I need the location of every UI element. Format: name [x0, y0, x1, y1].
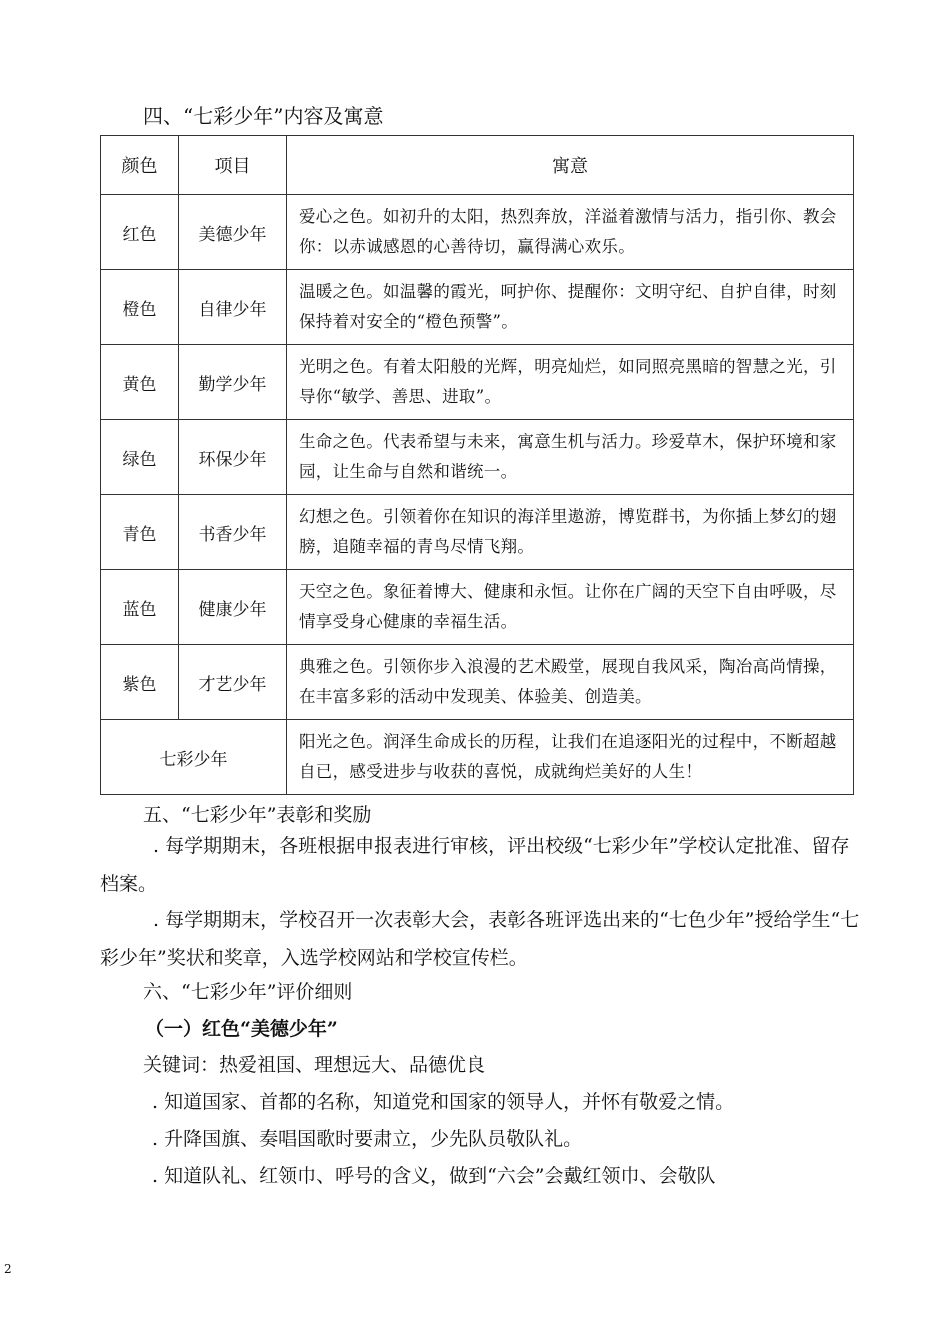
header-color: 颜色: [101, 136, 179, 195]
color-cell: 绿色: [101, 420, 179, 495]
award-text-1: . 每学期期末，各班根据申报表进行审核，评出校级“七彩少年”学校认定批准、留存档案。: [100, 835, 850, 895]
meaning-cell: 阳光之色。润泽生命成长的历程，让我们在追逐阳光的过程中，不断超越自已，感受进步与收获的喜悦，成就绚烂美好的人生！: [287, 720, 854, 795]
page-number: 2: [4, 1262, 12, 1276]
color-cell: 红色: [101, 195, 179, 270]
color-cell: 蓝色: [101, 570, 179, 645]
meaning-cell: 天空之色。象征着博大、健康和永恒。让你在广阔的天空下自由呼吸，尽情享受身心健康的幸福生活。: [287, 570, 854, 645]
list-item: . 知道国家、首都的名称，知道党和国家的领导人，并怀有敬爱之情。: [152, 1091, 735, 1113]
color-cell: 青色: [101, 495, 179, 570]
meaning-cell: 光明之色。有着太阳般的光辉，明亮灿烂，如同照亮黑暗的智慧之光，引导你“敏学、善思、进取”。: [287, 345, 854, 420]
item-cell: 勤学少年: [179, 345, 287, 420]
summary-label-cell: 七彩少年: [101, 720, 287, 795]
table-row: [101, 195, 854, 270]
award-paragraph-1: [100, 827, 860, 903]
table-row-summary: [101, 720, 854, 795]
table-row: [101, 345, 854, 420]
table-row: [101, 645, 854, 720]
meaning-cell: 幻想之色。引领着你在知识的海洋里遨游，博览群书，为你插上梦幻的翅膀，追随幸福的青鸟尽情飞翔。: [287, 495, 854, 570]
item-cell: 书香少年: [179, 495, 287, 570]
item-cell: 自律少年: [179, 270, 287, 345]
table-header-row: [101, 136, 854, 195]
section-6-title: 六、“七彩少年”评价细则: [143, 981, 353, 1003]
header-meaning: 寓意: [287, 136, 854, 195]
header-item: 项目: [179, 136, 287, 195]
item-cell: 健康少年: [179, 570, 287, 645]
item-cell: 美德少年: [179, 195, 287, 270]
meaning-table: [100, 135, 854, 795]
item-cell: 环保少年: [179, 420, 287, 495]
color-cell: 紫色: [101, 645, 179, 720]
section-5-title: 五、“七彩少年”表彰和奖励: [143, 804, 372, 826]
table-row: [101, 570, 854, 645]
subsection-red-title: （一）红色“美德少年”: [145, 1018, 338, 1040]
table-row: [101, 420, 854, 495]
color-cell: 黄色: [101, 345, 179, 420]
meaning-cell: 生命之色。代表希望与未来，寓意生机与活力。珍爱草木，保护环境和家园，让生命与自然和谐统一。: [287, 420, 854, 495]
meaning-cell: 温暖之色。如温馨的霞光，呵护你、提醒你：文明守纪、自护自律，时刻保持着对安全的“橙色预警”。: [287, 270, 854, 345]
meaning-cell: 典雅之色。引领你步入浪漫的艺术殿堂，展现自我风采，陶冶高尚情操，在丰富多彩的活动中发现美、体验美、创造美。: [287, 645, 854, 720]
list-item: . 升降国旗、奏唱国歌时要肃立，少先队员敬队礼。: [152, 1128, 583, 1150]
item-cell: 才艺少年: [179, 645, 287, 720]
list-item: . 知道队礼、红领巾、呼号的含义，做到“六会”会戴红领巾、会敬队: [152, 1165, 716, 1187]
award-text-2: . 每学期期末，学校召开一次表彰大会，表彰各班评选出来的“七色少年”授给学生“七彩少年”奖状和奖章，入选学校网站和学校宣传栏。: [100, 909, 860, 969]
section-4-title: 四、“七彩少年”内容及寓意: [143, 104, 384, 128]
color-cell: 橙色: [101, 270, 179, 345]
table-row: [101, 270, 854, 345]
table-row: [101, 495, 854, 570]
keywords-line: 关键词：热爱祖国、理想远大、品德优良: [143, 1054, 486, 1076]
meaning-cell: 爱心之色。如初升的太阳，热烈奔放，洋溢着激情与活力，指引你、教会你：以赤诚感恩的心善待切，赢得满心欢乐。: [287, 195, 854, 270]
award-paragraph-2: [100, 901, 860, 977]
